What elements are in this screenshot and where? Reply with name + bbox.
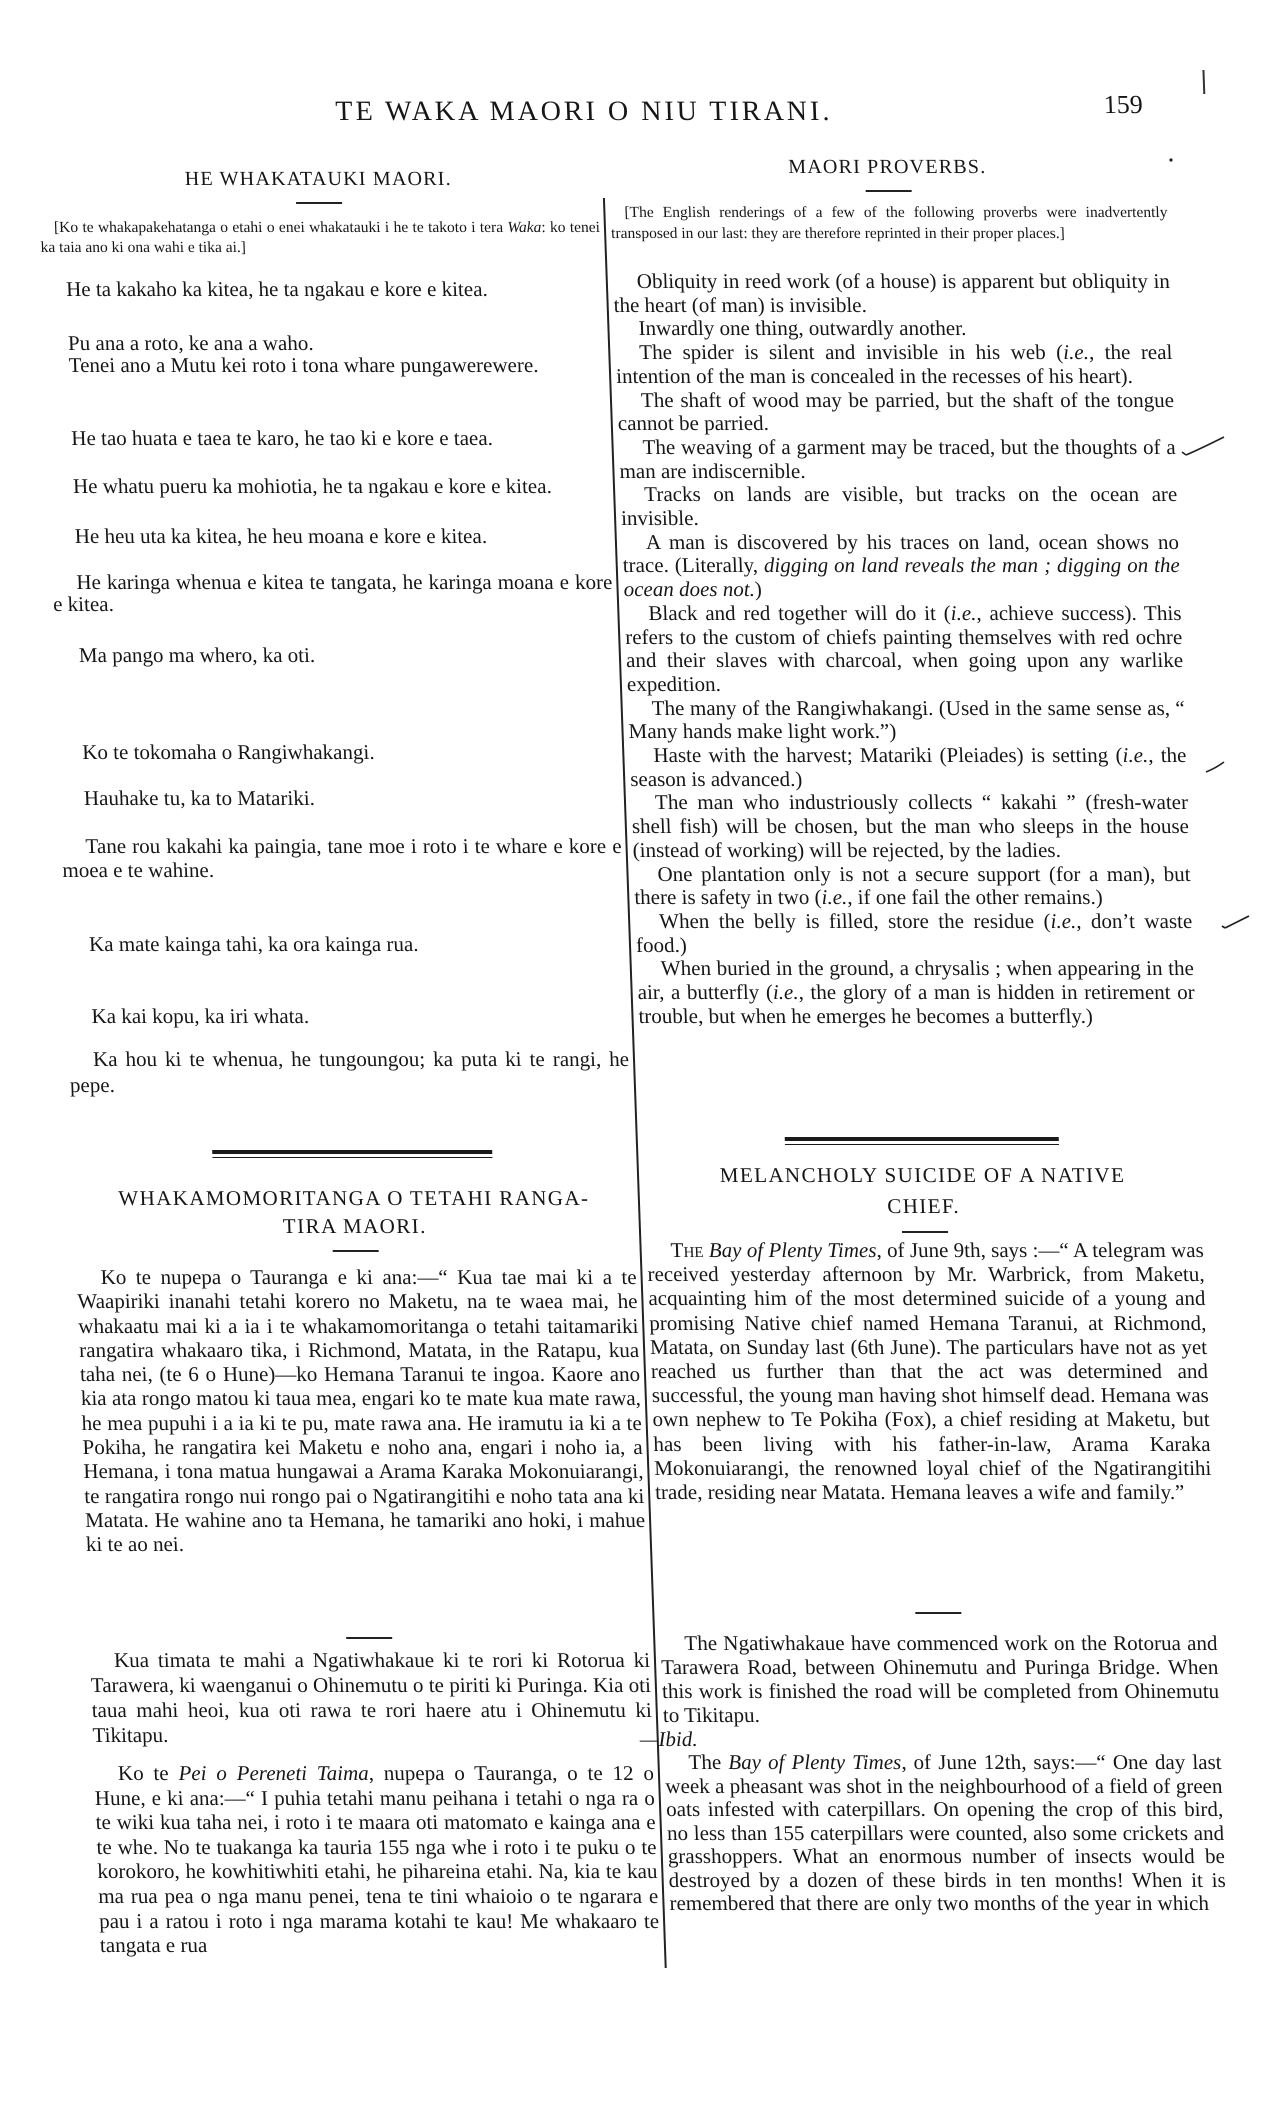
section-heading-maori-proverbs: MAORI PROVERBS. xyxy=(787,156,987,178)
paragraph-text: , nupepa o Tauranga, o te 12 o Hune, e ki ana:—“ I puhia tetahi manu peihana i tetahi o nga ra o te wiki kua taha nei, i roto i te maara oti matomato e kainga ana e te whe. No te tuakanga ka tauria 155 nga whe i roto i te puku o te korokoro, he kowhitiwhiti etahi, he pihareina etahi. Na, kia te kau ma rua pea o nga manu penei, tena te tini whaioio o te ngarara e pau i a ratou i roto i nga marama kotahi te kau! Me whakaaro te tangata e rua xyxy=(94,1761,660,1958)
source-attribution: —Ibid. xyxy=(639,1727,698,1751)
paragraph-lead: The xyxy=(670,1238,704,1262)
right-column xyxy=(603,0,1234,2107)
note-italic: Waka xyxy=(507,219,542,236)
heading-rule xyxy=(865,190,911,192)
proverb-text: , don’t waste food.) xyxy=(635,908,1193,957)
proverb-text: , the glory of a man is hidden in retirement or trouble, but when he emerges he becomes a butterfly.) xyxy=(638,980,1196,1028)
section-heading-melancholy-suicide xyxy=(644,1160,1203,1222)
proverb-italic: digging on land reveals the man ; digging on the ocean does not. xyxy=(623,553,1181,602)
heading-line: MELANCHOLY SUICIDE OF A NATIVE xyxy=(719,1163,1126,1187)
proverb: Hauhake tu, ka to Matariki. xyxy=(83,786,316,810)
proverb: Ma pango ma whero, ka oti. xyxy=(78,643,316,667)
proverb: The weaving of a garment may be traced, but the thoughts of a man are indiscernible. xyxy=(619,434,1177,483)
section-heading-he-whakatauki: HE WHAKATAUKI MAORI. xyxy=(184,168,453,190)
page-title: TE WAKA MAORI O NIU TIRANI. xyxy=(334,96,833,127)
proverb: He tao huata e taea te karo, he tao ki e kore e taea. xyxy=(70,426,494,450)
proverb-italic: i.e. xyxy=(772,980,799,1005)
proverb-italic: i.e. xyxy=(1062,340,1090,365)
proverb-italic: i.e. xyxy=(1122,743,1149,768)
article-paragraph: Kua timata te mahi a Ngatiwhakaue ki te rori ki Rotorua ki Tarawera, ki waenganui o Ohinemutu o te piriti ki Puringa. Kia oti taua mahi heoi, kua oti rawa te rori haere atu i Ohinemutu ki Tikitapu. xyxy=(90,1648,653,1747)
proverb-text: , the real intention of the man is concealed in the recesses of his heart). xyxy=(615,340,1173,388)
note-text: [Ko te whakapakehatanga o etahi o enei whakatauki i he te takoto i tera xyxy=(53,219,508,236)
proverb-italic: i.e. xyxy=(950,600,977,625)
proverb xyxy=(624,602,1184,697)
proverb-text: When the belly is filled, store the residue ( xyxy=(658,908,1051,933)
editor-note: [The English renderings of a few of the following proverbs were inadvertently transposed in our last: they are therefore reprinted in their proper places.] xyxy=(610,204,1168,242)
separator-rule xyxy=(915,1612,961,1614)
proverb-text: , the season is advanced.) xyxy=(629,743,1187,791)
newspaper-name: Bay of Plenty Times xyxy=(708,1238,877,1262)
heading-rule xyxy=(333,1250,379,1252)
page-number: 159 xyxy=(1103,90,1144,119)
proverb: Inwardly one thing, outwardly another. xyxy=(638,316,967,341)
separator-rule xyxy=(346,1637,392,1639)
proverb-text: , achieve success). This refers to the custom of chiefs painting themselves with red ochre and their slaves with charcoal, when going upon any warlike expedition. xyxy=(624,600,1184,696)
proverb: He heu uta ka kitea, he heu moana e kore e kitea. xyxy=(74,524,488,548)
proverb: Ka mate kainga tahi, ka ora kainga rua. xyxy=(88,932,419,956)
proverb: Tane rou kakahi ka paingia, tane moe i roto i te whare e kore e moea e te wahine. xyxy=(61,834,622,882)
pencil-dot xyxy=(1169,158,1172,161)
pencil-marks xyxy=(1160,150,1270,950)
proverb xyxy=(633,863,1192,910)
proverb: The man who industriously collects “ kakahi ” (fresh-water shell fish) will be chosen, but the man who sleeps in the house (instead of working) will be rejected, by the ladies. xyxy=(631,790,1190,862)
proverb-text: Black and red together will do it ( xyxy=(647,600,952,625)
paragraph-text: Ko te xyxy=(117,1761,179,1785)
pencil-tick xyxy=(1206,762,1224,772)
heading-line: WHAKAMOMORITANGA O TETAHI RANGA- xyxy=(117,1186,590,1210)
proverb: He ta kakaho ka kitea, he ta ngakau e kore e kitea. xyxy=(65,277,489,301)
proverb: The shaft of wood may be parried, but the shaft of the tongue cannot be parried. xyxy=(617,387,1175,436)
proverb: Pu ana a roto, ke ana a waho. xyxy=(67,331,314,355)
proverb: Obliquity in reed work (of a house) is apparent but obliquity in the heart (of man) is invisible. xyxy=(613,269,1171,317)
article-paragraph: Ko te nupepa o Tauranga e ki ana:—“ Kua tae mai ki a te Waapiriki inanahi tetahi korero no Maketu, na te waea mai, he whakaatu mai ki a ia i te whakamomoritanga o tetahi taitamariki rangatira whakaaro tika, i Richmond, Matata, in the Ratapu, kua taha nei, (te 6 o Hune)—ko Hemana Taranui te ingoa. Kaore ano kia ata rongo matou ki taua mea, engari ko te mate kua mate rawa, he mea pupuhi i a ia ki te pu, mate rawa ana. He iramutu ia ki a te Pokiha, he rangatira kei Maketu e noho ana, engari i noho ia, a Hemana, i tona matua hungawai a Arama Karaka Mokonuiarangi, te rangatira rongo nui rongo pai o Ngatirangitihi e noho tata ana ki Matata. He wahine ano ta Hemana, he tamariki ano hoki, i mahue ki te ao nei. xyxy=(77,1265,646,1557)
proverb-text: A man is discovered by his traces on land, ocean shows no trace. (Literally, xyxy=(622,529,1180,578)
paragraph-text: , of June 12th, says:—“ One day last week a pheasant was shot in the neighbourhood of a field of green oats infested with caterpillars. On opening the crop of this bird, no less than 155 caterpillars were counted, also some crickets and grasshoppers. What an enormous number of insects would be destroyed by a dozen of these birds in ten months! When it is remembered that there are only two months of the year in which xyxy=(664,1750,1227,1915)
article-paragraph xyxy=(664,1751,1227,1916)
proverb-text: , if one fail the other remains.) xyxy=(846,885,1104,910)
proverb xyxy=(622,531,1181,602)
heading-rule xyxy=(296,202,342,204)
proverb xyxy=(615,341,1174,388)
editor-note xyxy=(40,218,601,257)
left-column xyxy=(32,0,666,2107)
double-rule xyxy=(784,1137,1058,1145)
note-text: : ko tenei ka taia ano ki ona wahi e tika ai.] xyxy=(40,219,601,256)
proverb xyxy=(636,957,1195,1028)
paragraph-text: , of June 9th, says :—“ A telegram was received yesterday afternoon by Mr. Warbrick, from Maketu, acquainting him of the most determined suicide of a young and promising Native chief named Hemana Taranui, at Richmond, Matata, on Sunday last (6th June). The particulars have not as yet reached us further than that the act was determined and successful, the young man having shot himself dead. Hemana was own nephew to Te Pokiha (Fox), a chief residing at Maketu, but has been living with his father-in-law, Arama Karaka Mokonuiarangi, the renowned loyal chief of the Ngatirangitihi trade, residing near Matata. Hemana leaves a wife and family.” xyxy=(647,1238,1212,1505)
section-heading-whakamomoritanga xyxy=(73,1184,635,1240)
paragraph-text: The Ngatiwhakaue have commenced work on the Rotorua and Tarawera Road, between Ohinemutu and Puringa Bridge. When this work is finished the road will be completed from Ohinemutu to Tikitapu. xyxy=(660,1631,1220,1727)
proverbs-list xyxy=(612,270,1195,1029)
newspaper-name: Pei o Pereneti Taima xyxy=(178,1761,370,1785)
heading-line: TIRA MAORI. xyxy=(282,1214,428,1238)
article-paragraph xyxy=(639,1631,1221,1751)
proverb-text: The spider is silent and invisible in his web ( xyxy=(638,340,1064,365)
proverb: Ka kai kopu, ka iri whata. xyxy=(91,1004,310,1028)
heading-rule xyxy=(901,1231,947,1233)
proverb: Tenei ano a Mutu kei roto i tona whare pungawerewere. xyxy=(68,353,539,377)
newspaper-name: Bay of Plenty Times xyxy=(727,1750,902,1774)
proverb: The many of the Rangiwhakangi. (Used in the same sense as, “ Many hands make light work.”) xyxy=(628,695,1186,744)
proverb-italic: i.e. xyxy=(821,885,848,910)
margin-mark xyxy=(1202,70,1204,94)
proverb-text: One plantation only is not a secure support (for a man), but there is safety in two ( xyxy=(633,861,1191,910)
heading-line: CHIEF. xyxy=(886,1194,961,1218)
proverb-text: When buried in the ground, a chrysalis ; when appearing in the air, a butterfly ( xyxy=(637,956,1195,1005)
proverb: He karinga whenua e kitea te tangata, he karinga moana e kore e kitea. xyxy=(52,570,613,616)
double-rule xyxy=(212,1150,492,1158)
proverb xyxy=(635,910,1194,957)
pencil-tick xyxy=(1222,916,1249,928)
proverb: Ka hou ki te whenua, he tungoungou; ka puta ki te rangi, he pepe. xyxy=(69,1047,630,1097)
proverb-italic: i.e. xyxy=(1050,908,1077,933)
proverb: Tracks on lands are visible, but tracks on the ocean are invisible. xyxy=(620,482,1178,531)
proverb-text: ) xyxy=(754,577,763,602)
proverb xyxy=(629,744,1188,791)
proverb: He whatu pueru ka mohiotia, he ta ngakau e kore e kitea. xyxy=(72,474,553,498)
proverb-text: Haste with the harvest; Matariki (Pleiades) is setting ( xyxy=(652,743,1123,768)
article-paragraph xyxy=(646,1238,1212,1504)
article-paragraph xyxy=(93,1761,660,1958)
proverb: Ko te tokomaha o Rangiwhakangi. xyxy=(81,740,375,764)
paragraph-text: The xyxy=(688,1750,729,1774)
pencil-tick xyxy=(1182,437,1224,455)
